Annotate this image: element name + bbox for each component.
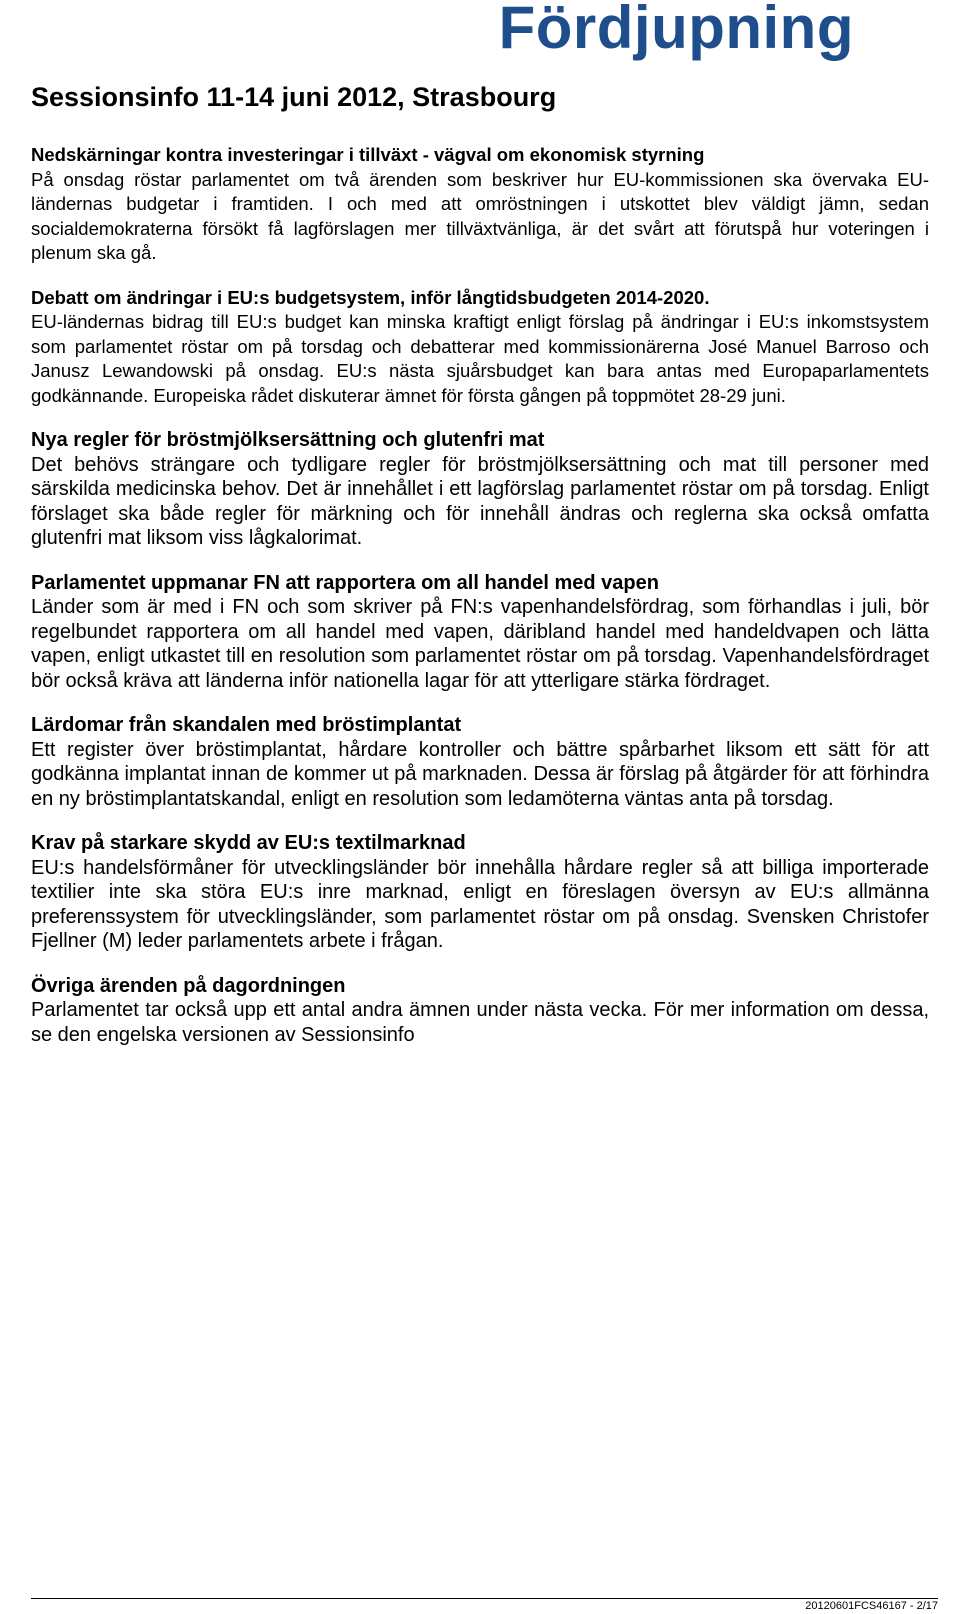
section-text: Det behövs strängare och tydligare regler för bröstmjölksersättning och mat till personer med särskilda medicinska behov. Det är innehållet i ett lagförslag parlamentet röstar om på torsdag. Enligt förslaget ska både regler för märkning och för innehåll ändras och reglerna ska också omfatta glutenfri mat liksom viss lågkalorimat. xyxy=(31,453,929,549)
section-heading: Parlamentet uppmanar FN att rapportera om all handel med vapen xyxy=(31,571,659,594)
page-banner: Fördjupning xyxy=(498,0,854,61)
section-heading: Nya regler för bröstmjölksersättning och glutenfri mat xyxy=(31,429,545,451)
session-title: Sessionsinfo 11-14 juni 2012, Strasbourg xyxy=(31,82,557,112)
section-text: Länder som är med i FN och som skriver på FN:s vapenhandelsfördrag, som förhandlas i juli, bör regelbundet rapportera om all handel med vapen, däribland handel med handeldvapen och lätta vapen, enligt utkastet till en resolution som parlamentet röstar om på torsdag. Vapenhandelsfördraget bör också kräva att länderna inför nationella lagar för att ytterligare stärka fördraget. xyxy=(31,596,929,692)
section-heading: Debatt om ändringar i EU:s budgetsystem, inför långtidsbudgeten 2014-2020. xyxy=(31,286,710,308)
section-text: Parlamentet tar också upp ett antal andra ämnen under nästa vecka. För mer information om dessa, se den engelska versionen av Sessionsinfo xyxy=(31,999,929,1046)
section-text: Ett register över bröstimplantat, hårdare kontroller och bättre spårbarhet liksom ett sätt för att godkänna implantat innan de kommer ut på marknaden. Dessa är förslag på åtgärder för att förhindra en ny bröstimplantatskandal, enligt en resolution som ledamöterna väntas anta på torsdag. xyxy=(31,738,929,810)
section-heading: Nedskärningar kontra investeringar i tillväxt - vägval om ekonomisk styrning xyxy=(31,144,705,165)
article-body xyxy=(31,143,929,1067)
section-text: På onsdag röstar parlamentet om två ärenden som beskriver hur EU-kommissionen ska övervaka EU-ländernas budgetar i framtiden. I och med att omröstningen i utskottet blev väldigt jämn, sedan socialdemokraterna försökt få lagförslagen mer tillväxtvänliga, är det svårt att förutspå hur voteringen i plenum ska gå. xyxy=(31,168,929,263)
section-budget-system xyxy=(31,286,929,409)
section-text: EU-ländernas bidrag till EU:s budget kan minska kraftigt enligt förslag på ändringar i EU:s inkomstsystem som parlamentet röstar om på torsdag och debatterar med kommissionärerna José Manuel Barroso och Janusz Lewandowski på onsdag. EU:s nästa sjuårsbudget kan bara antas med Europaparlamentets godkännande. Europeiska rådet diskuterar ämnet för första gången på toppmötet 28-29 juni. xyxy=(31,311,929,406)
section-heading: Krav på starkare skydd av EU:s textilmarknad xyxy=(31,832,466,854)
section-textile-market xyxy=(31,831,929,954)
section-text: EU:s handelsförmåner för utvecklingsländer bör innehålla hårdare regler så att billiga importerade textilier inte ska störa EU:s inre marknad, enligt en föreslagen översyn av EU:s allmänna preferenssystem för utvecklingsländer, som parlamentet röstar om på onsdag. Svensken Christofer Fjellner (M) leder parlamentets arbete i frågan. xyxy=(31,856,929,952)
section-arms-trade xyxy=(31,571,929,694)
footer-divider xyxy=(31,1598,938,1599)
section-infant-formula xyxy=(31,428,929,551)
section-economic-governance xyxy=(31,143,929,266)
section-other-items xyxy=(31,974,929,1048)
section-breast-implants xyxy=(31,713,929,811)
footer-reference: 20120601FCS46167 - 2/17 xyxy=(805,1600,938,1612)
section-heading: Lärdomar från skandalen med bröstimplantat xyxy=(31,714,462,736)
section-heading: Övriga ärenden på dagordningen xyxy=(31,974,346,997)
